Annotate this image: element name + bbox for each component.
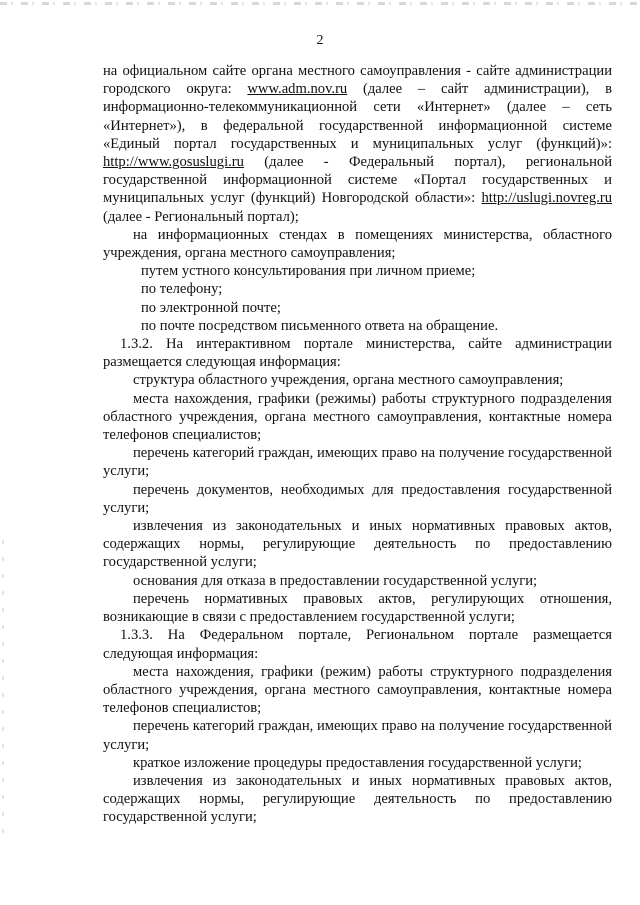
paragraph-text: перечень категорий граждан, имеющих право на получение государственной услуги; xyxy=(103,718,612,753)
paragraph-text: основания для отказа в предоставлении государственной услуги; xyxy=(133,572,538,589)
paragraph xyxy=(103,772,612,827)
paragraph xyxy=(103,754,612,772)
page-number: 2 xyxy=(316,33,324,48)
paragraph-text: извлечения из законодательных и иных нормативных правовых актов, содержащих нормы, регулирующие деятельность по предоставлению государственной услуги; xyxy=(103,772,612,826)
paragraph-text: путем устного консультирования при личном приеме; xyxy=(141,263,476,280)
paragraph xyxy=(103,572,612,590)
paragraph xyxy=(103,481,612,517)
paragraph-text: места нахождения, графики (режимы) работы структурного подразделения областного учреждения, органа местного самоуправления, контактные номера телефонов специалистов; xyxy=(103,390,612,444)
paragraph xyxy=(103,390,612,445)
paragraph-text: (далее - Региональный портал); xyxy=(103,208,299,225)
paragraph-text: 1.3.2. На интерактивном портале министерства, сайте администрации размещается следующая информация: xyxy=(103,336,612,371)
paragraph-text: по почте посредством письменного ответа на обращение. xyxy=(141,317,499,334)
paragraph xyxy=(103,663,612,718)
hyperlink-text[interactable]: http://uslugi.novreg.ru xyxy=(481,190,612,207)
paragraph xyxy=(103,626,612,662)
paragraph-text: (далее – сайт администрации), в информационно-телекоммуникационной сети «Интернет» (далее – сеть «Интернет»), в федеральной государственной информационной системе «Единый портал государственных и муниципальных услуг (функций)»: xyxy=(103,81,612,152)
paragraph-text: перечень документов, необходимых для предоставления государственной услуги; xyxy=(103,481,612,516)
paragraph-text: по телефону; xyxy=(141,281,223,298)
paragraph xyxy=(103,317,612,335)
hyperlink-text[interactable]: www.adm.nov.ru xyxy=(247,81,348,98)
paragraph-text: по электронной почте; xyxy=(141,299,281,316)
paragraph xyxy=(103,590,612,626)
paragraph-text: структура областного учреждения, органа местного самоуправления; xyxy=(133,372,564,389)
document-body xyxy=(103,62,612,827)
paragraph-text: извлечения из законодательных и иных нормативных правовых актов, содержащих нормы, регулирующие деятельность по предоставлению государственной услуги; xyxy=(103,518,612,571)
paragraph xyxy=(103,517,612,572)
paragraph xyxy=(103,262,612,280)
hyperlink-text[interactable]: http://www.gosuslugi.ru xyxy=(103,154,244,171)
paragraph-text: места нахождения, графики (режим) работы структурного подразделения областного учреждения, органа местного самоуправления, контактные номера телефонов специалистов; xyxy=(103,663,612,717)
paragraph xyxy=(103,717,612,753)
scan-artifact-top xyxy=(0,2,640,5)
paragraph-text: 1.3.3. На Федеральном портале, Региональном портале размещается следующая информация: xyxy=(103,627,612,662)
paragraph-text: (далее - Федеральный портал), региональной государственной информационной системе «Портал государственных и муниципальных услуг (функций) Новгородской области»: xyxy=(103,154,612,207)
paragraph xyxy=(103,299,612,317)
paragraph-text: перечень категорий граждан, имеющих право на получение государственной услуги; xyxy=(103,445,612,480)
paragraph xyxy=(103,280,612,298)
paragraph xyxy=(103,62,612,226)
paragraph xyxy=(103,226,612,262)
paragraph-text: краткое изложение процедуры предоставления государственной услуги; xyxy=(133,754,582,771)
paragraph-text: на информационных стендах в помещениях министерства, областного учреждения, органа местного самоуправления; xyxy=(103,226,612,262)
paragraph xyxy=(103,335,612,371)
paragraph-text: перечень нормативных правовых актов, регулирующих отношения, возникающие в связи с предоставлением государственной услуги; xyxy=(103,590,612,626)
paragraph xyxy=(103,444,612,480)
paragraph-text: на официальном сайте органа местного самоуправления - сайте администрации городского округа: xyxy=(103,63,612,98)
scan-artifact-left xyxy=(2,540,4,840)
paragraph xyxy=(103,371,612,389)
